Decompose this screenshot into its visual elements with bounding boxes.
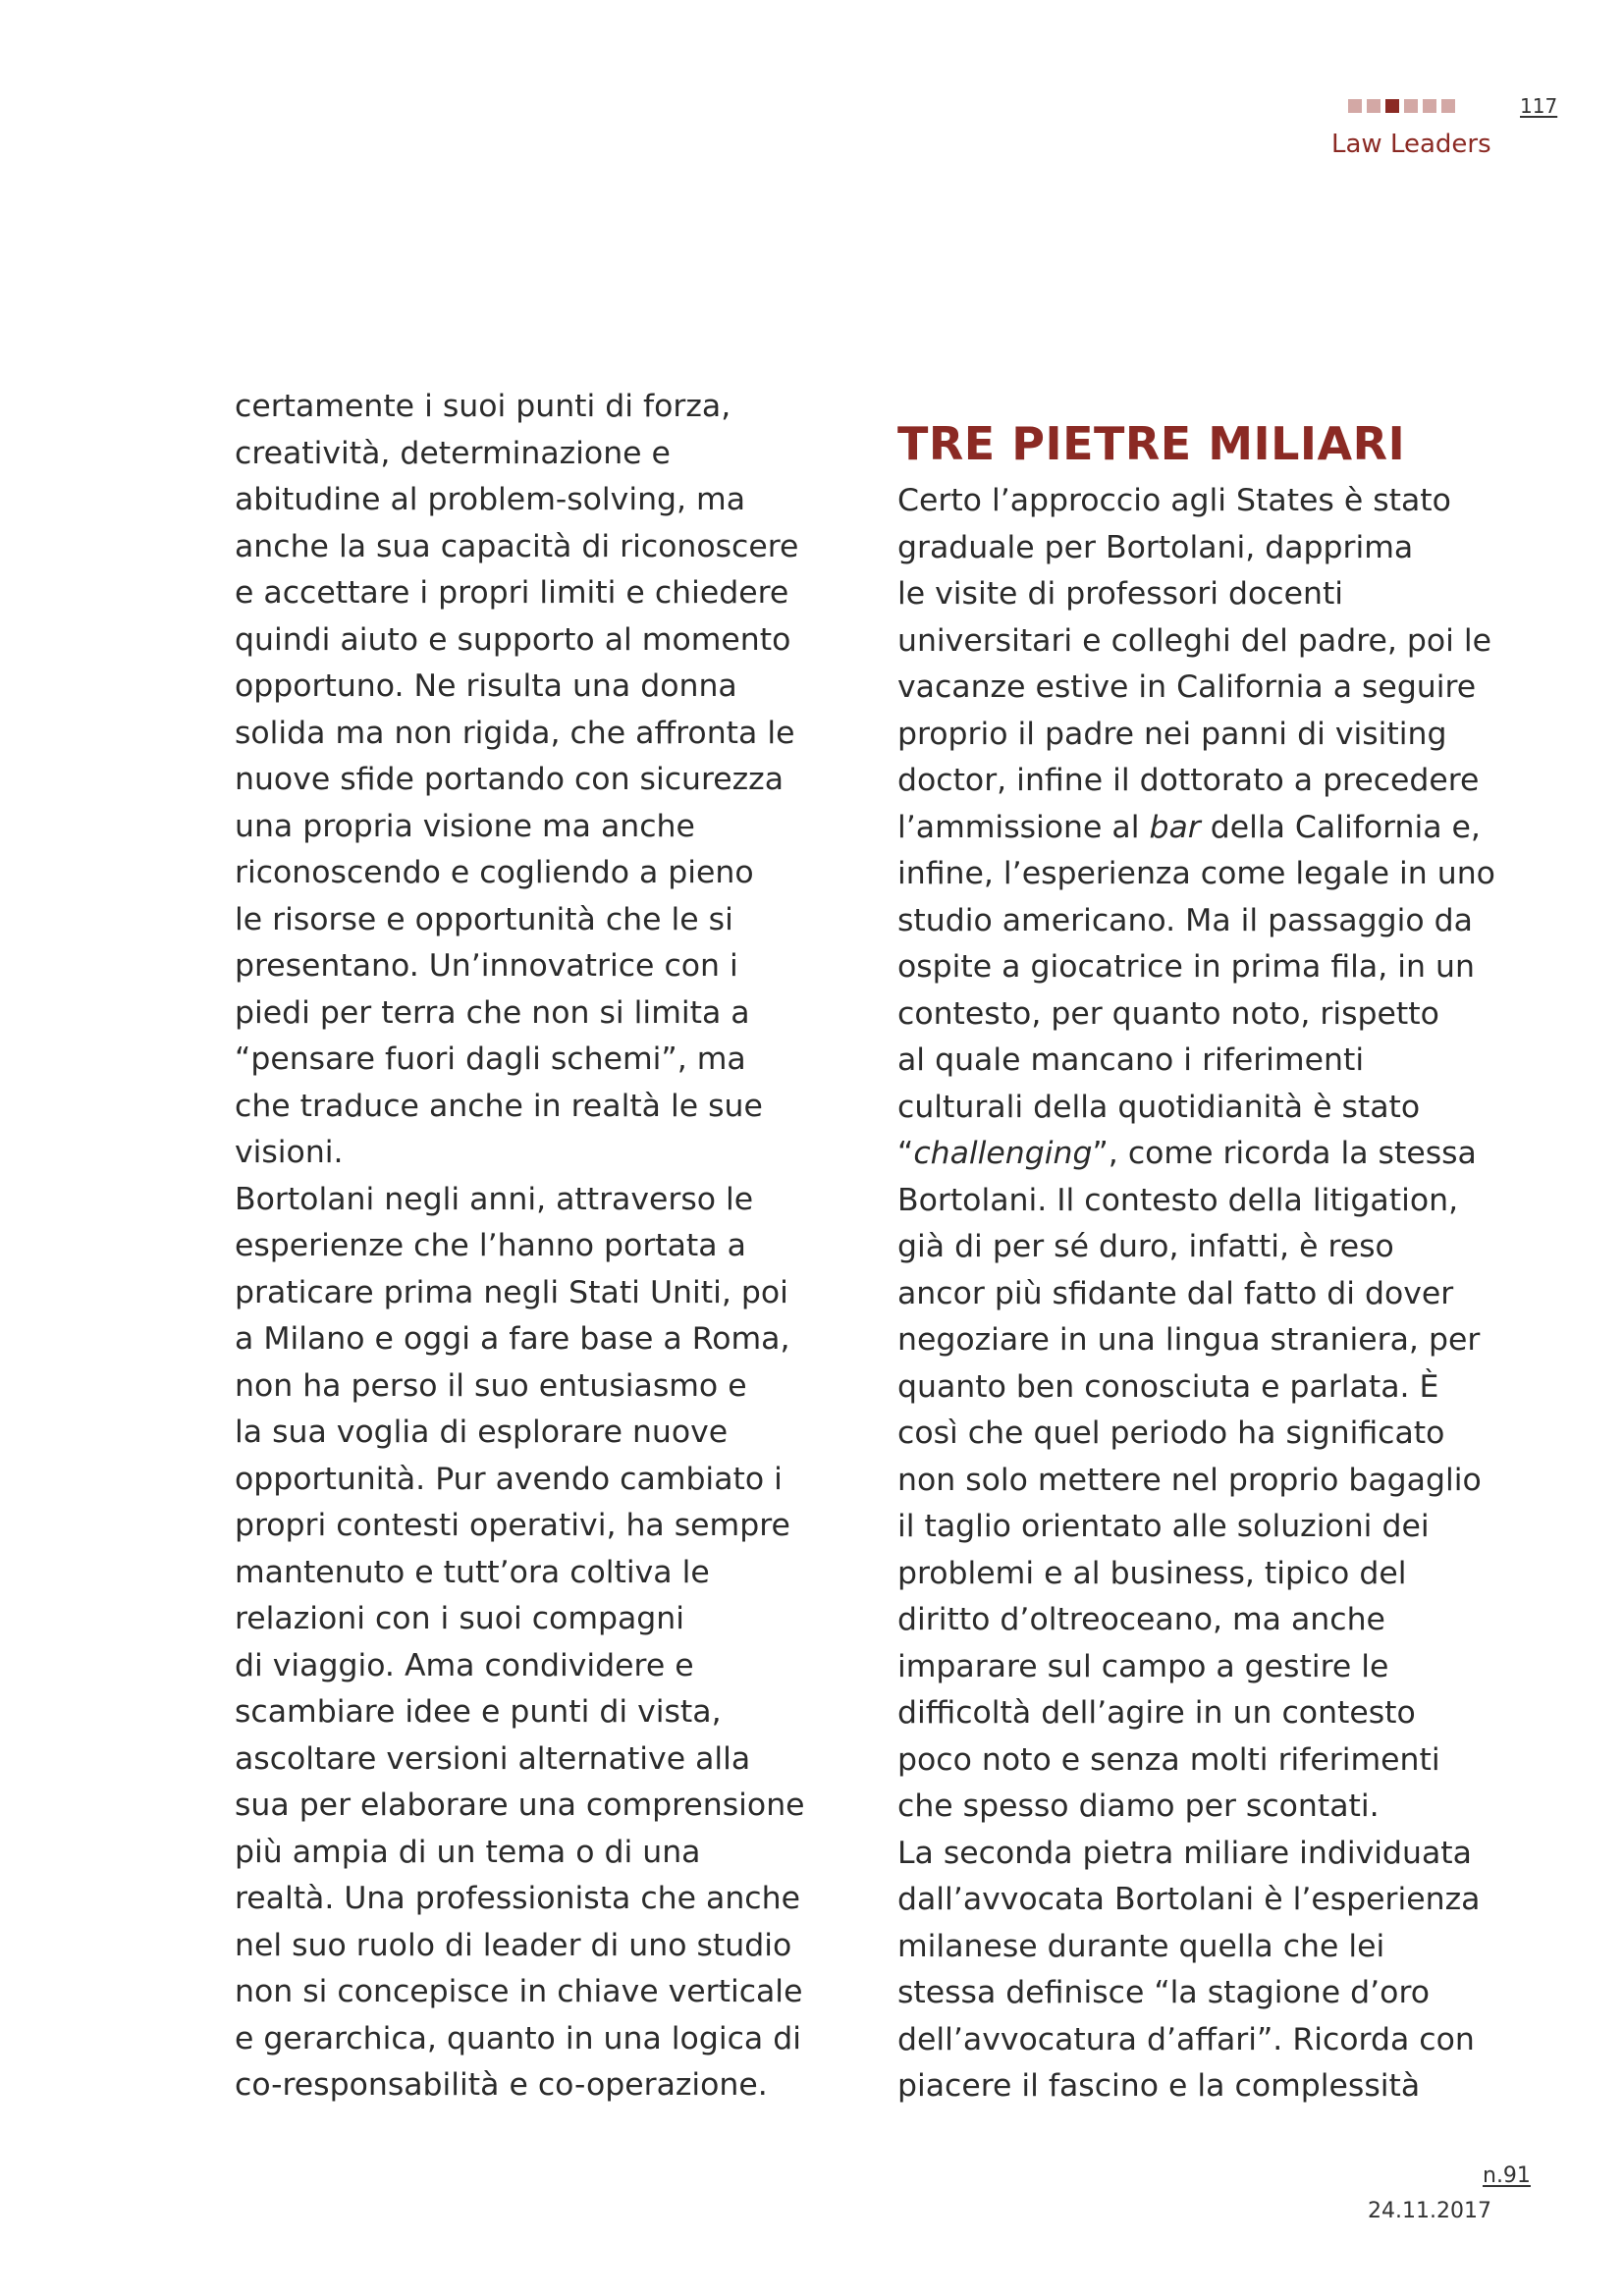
italic-term-bar: bar bbox=[1149, 809, 1201, 845]
text-line: graduale per Bortolani, dapprima bbox=[897, 529, 1414, 565]
text-line: difficoltà dell’agire in un contesto bbox=[897, 1695, 1416, 1731]
text-line: nuove sfide portando con sicurezza bbox=[235, 762, 785, 797]
text-line: mantenuto e tutt’ora coltiva le bbox=[235, 1554, 710, 1590]
section-heading: TRE PIETRE MILIARI bbox=[897, 417, 1406, 470]
text-line: che spesso diamo per scontati. bbox=[897, 1789, 1380, 1824]
text-line: di viaggio. Ama condividere e bbox=[235, 1647, 694, 1683]
text-line: opportunità. Pur avendo cambiato i bbox=[235, 1461, 783, 1497]
text-line: La seconda pietra miliare individuata bbox=[897, 1835, 1472, 1871]
progress-square-3-active bbox=[1385, 99, 1399, 113]
text-line: “pensare fuori dagli schemi”, ma bbox=[235, 1041, 746, 1077]
progress-square-5 bbox=[1423, 99, 1436, 113]
text-line: dall’avvocata Bortolani è l’esperienza bbox=[897, 1882, 1481, 1917]
text-run: della California e, bbox=[1200, 809, 1481, 845]
text-line: diritto d’oltreoceano, ma anche bbox=[897, 1602, 1385, 1637]
text-line: visioni. bbox=[235, 1135, 344, 1170]
italic-term-challenging: challenging bbox=[913, 1136, 1093, 1171]
text-line: e accettare i propri limiti e chiedere bbox=[235, 575, 789, 611]
text-line: co-responsabilità e co-operazione. bbox=[235, 2067, 768, 2103]
text-line: imparare sul campo a gestire le bbox=[897, 1648, 1389, 1684]
text-line: le risorse e opportunità che le si bbox=[235, 901, 733, 937]
text-line: riconoscendo e cogliendo a pieno bbox=[235, 855, 754, 890]
text-line: e gerarchica, quanto in una logica di bbox=[235, 2020, 801, 2056]
progress-square-1 bbox=[1348, 99, 1362, 113]
text-line: milanese durante quella che lei bbox=[897, 1928, 1385, 1964]
text-line: piedi per terra che non si limita a bbox=[235, 994, 750, 1031]
section-label: Law Leaders bbox=[1331, 130, 1491, 159]
text-line: sua per elaborare una comprensione bbox=[235, 1788, 805, 1823]
text-line: studio americano. Ma il passaggio da bbox=[897, 902, 1473, 938]
text-run: ”, come ricorda la stessa bbox=[1092, 1136, 1477, 1171]
text-line: ancor più sfidante dal fatto di dover bbox=[897, 1275, 1454, 1311]
text-line: creatività, determinazione e bbox=[235, 435, 671, 471]
progress-square-6 bbox=[1441, 99, 1455, 113]
text-line: ascoltare versioni alternative alla bbox=[235, 1740, 751, 1777]
text-line: non si concepisce in chiave verticale bbox=[235, 1974, 803, 2009]
left-column bbox=[235, 384, 824, 2109]
text-line: ospite a giocatrice in prima fila, in un bbox=[897, 949, 1475, 985]
text-line: abitudine al problem-solving, ma bbox=[235, 482, 746, 517]
text-line-with-italic bbox=[897, 805, 1487, 852]
text-run: l’ammissione al bbox=[897, 809, 1150, 845]
text-line: anche la sua capacità di riconoscere bbox=[235, 528, 799, 564]
text-line: problemi e al business, tipico del bbox=[897, 1555, 1407, 1591]
text-line: opportuno. Ne risulta una donna bbox=[235, 668, 737, 704]
text-run: “ bbox=[897, 1136, 914, 1171]
text-line: proprio il padre nei panni di visiting bbox=[897, 716, 1447, 752]
text-line: nel suo ruolo di leader di uno studio bbox=[235, 1927, 792, 1963]
text-line: relazioni con i suoi compagni bbox=[235, 1601, 685, 1636]
text-line: che traduce anche in realtà le sue bbox=[235, 1088, 763, 1124]
text-line: realtà. Una professionista che anche bbox=[235, 1881, 800, 1916]
text-line: certamente i suoi punti di forza, bbox=[235, 389, 731, 424]
text-line: doctor, infine il dottorato a precedere bbox=[897, 763, 1480, 798]
text-line: non ha perso il suo entusiasmo e bbox=[235, 1367, 747, 1404]
text-line: il taglio orientato alle soluzioni dei bbox=[897, 1509, 1430, 1544]
text-line: scambiare idee e punti di vista, bbox=[235, 1694, 722, 1730]
text-line: universitari e colleghi del padre, poi le bbox=[897, 622, 1492, 659]
text-line: culturali della quotidianità è stato bbox=[897, 1089, 1421, 1125]
text-line: esperienze che l’hanno portata a bbox=[235, 1228, 746, 1263]
text-line: quanto ben conosciuta e parlata. È bbox=[897, 1368, 1439, 1405]
text-line: al quale mancano i riferimenti bbox=[897, 1042, 1365, 1078]
progress-squares bbox=[1348, 99, 1455, 113]
text-line: più ampia di un tema o di una bbox=[235, 1834, 701, 1870]
text-line: propri contesti operativi, ha sempre bbox=[235, 1508, 790, 1543]
text-line: infine, l’esperienza come legale in uno bbox=[897, 856, 1495, 891]
text-line: Certo l’approccio agli States è stato bbox=[897, 483, 1451, 518]
text-line: negoziare in una lingua straniera, per bbox=[897, 1322, 1481, 1358]
text-line: a Milano e oggi a fare base a Roma, bbox=[235, 1321, 790, 1357]
issue-date: 24.11.2017 bbox=[1368, 2199, 1491, 2223]
right-column bbox=[897, 478, 1495, 2110]
text-line: così che quel periodo ha significato bbox=[897, 1415, 1445, 1451]
progress-square-4 bbox=[1404, 99, 1418, 113]
text-line: solida ma non rigida, che affronta le bbox=[235, 715, 795, 751]
text-line: piacere il fascino e la complessità bbox=[897, 2068, 1421, 2104]
text-line: già di per sé duro, infatti, è reso bbox=[897, 1229, 1394, 1264]
text-line: contesto, per quanto noto, rispetto bbox=[897, 995, 1439, 1032]
page-number: 117 bbox=[1520, 94, 1558, 118]
text-line: una propria visione ma anche bbox=[235, 808, 695, 844]
progress-square-2 bbox=[1367, 99, 1380, 113]
text-line: dell’avvocatura d’affari”. Ricorda con bbox=[897, 2021, 1475, 2057]
text-line: praticare prima negli Stati Uniti, poi bbox=[235, 1274, 788, 1310]
text-line: vacanze estive in California a seguire bbox=[897, 669, 1477, 705]
text-line-with-italic bbox=[897, 1131, 1487, 1178]
text-line: non solo mettere nel proprio bagaglio bbox=[897, 1462, 1482, 1498]
text-line: le visite di professori docenti bbox=[897, 576, 1344, 612]
text-line: presentano. Un’innovatrice con i bbox=[235, 948, 738, 984]
text-line: Bortolani. Il contesto della litigation, bbox=[897, 1182, 1459, 1218]
text-line: Bortolani negli anni, attraverso le bbox=[235, 1181, 754, 1217]
issue-number: n.91 bbox=[1483, 2163, 1531, 2188]
text-line: stessa definisce “la stagione d’oro bbox=[897, 1975, 1430, 2010]
text-line: poco noto e senza molti riferimenti bbox=[897, 1741, 1440, 1778]
text-line: la sua voglia di esplorare nuove bbox=[235, 1415, 729, 1450]
text-line: quindi aiuto e supporto al momento bbox=[235, 621, 791, 658]
